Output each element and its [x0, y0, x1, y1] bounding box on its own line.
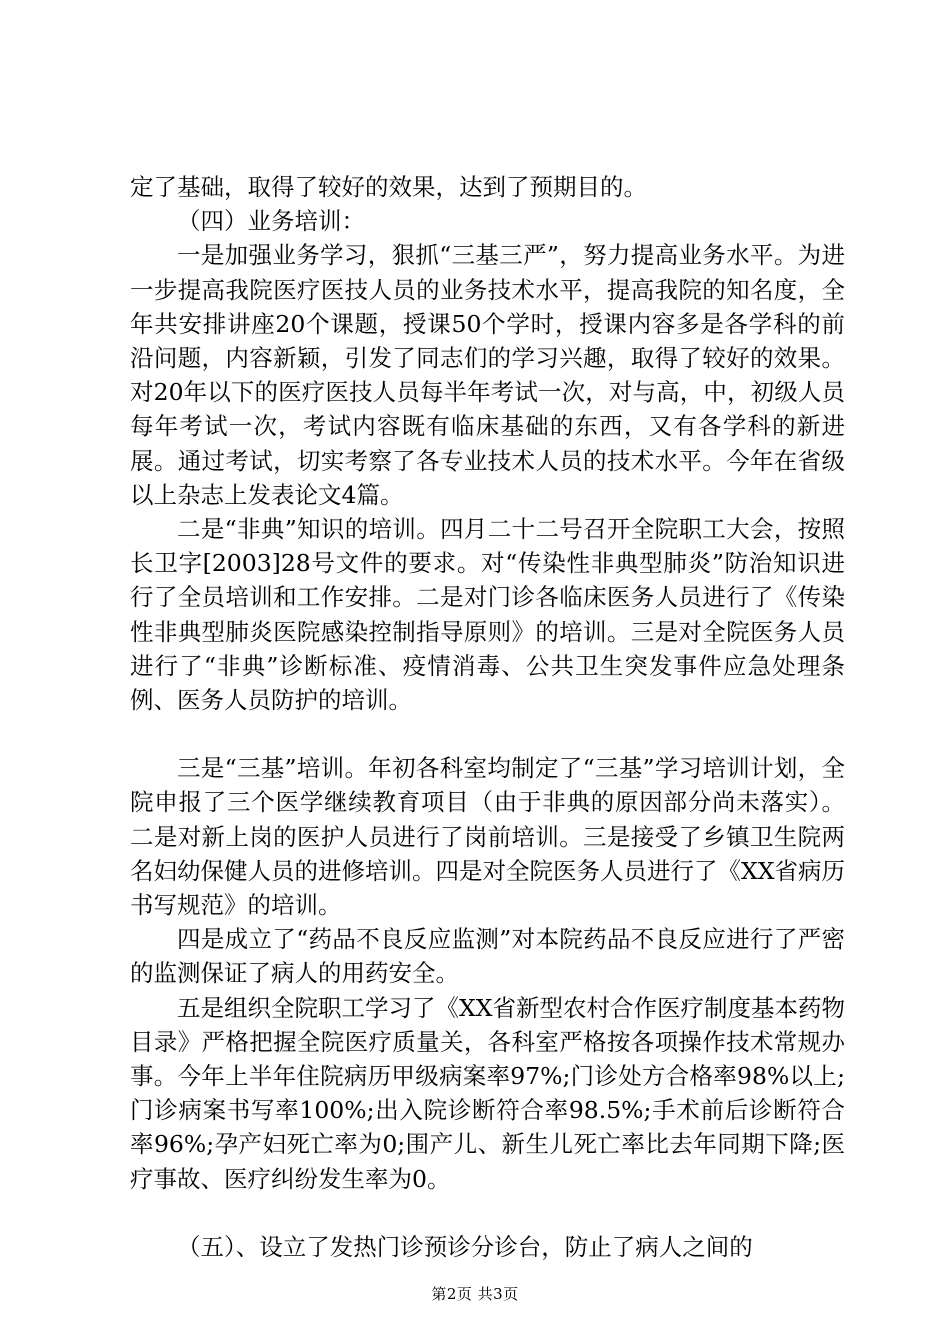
- paragraph-business-study: 一是加强业务学习，狠抓“三基三严”，努力提高业务水平。为进一步提高我院医疗医技人员的业务技术水平，提高我院的知名度，全年共安排讲座20个课题，授课50个学时，授课内容多是各学科的前沿问题，内容新颖，引发了同志们的学习兴趣，取得了较好的效果。对20年以下的医疗医技人员每半年考试一次，对与高，中，初级人员每年考试一次，考试内容既有临床基础的东西，又有各学科的新进展。通过考试，切实考察了各专业技术人员的技术水平。今年在省级以上杂志上发表论文4篇。: [130, 241, 845, 509]
- paragraph-medical-quality: 五是组织全院职工学习了《XX省新型农村合作医疗制度基本药物目录》严格把握全院医疗质量关，各科室严格按各项操作技术常规办事。今年上半年住院病历甲级病案率97%;门诊处方合格率98%以上;门诊病案书写率100%;出入院诊断符合率98.5%;手术前后诊断符合率96%;孕产妇死亡率为0;围产儿、新生儿死亡率比去年同期下降;医疗事故、医疗纠纷发生率为0。: [130, 993, 845, 1193]
- paragraph-sars-training: 二是“非典”知识的培训。四月二十二号召开全院职工大会，按照长卫字[2003]28号文件的要求。对“传染性非典型肺炎”防治知识进行了全员培训和工作安排。二是对门诊各临床医务人员进行了《传染性非典型肺炎医院感染控制指导原则》的培训。三是对全院医务人员进行了“非典”诊断标准、疫情消毒、公共卫生突发事件应急处理条例、医务人员防护的培训。: [130, 515, 845, 715]
- paragraph-spacer: [130, 1196, 845, 1230]
- paragraph-three-basics-training: 三是“三基”培训。年初各科室均制定了“三基”学习培训计划，全院申报了三个医学继续教育项目（由于非典的原因部分尚未落实）。二是对新上岗的医护人员进行了岗前培训。三是接受了乡镇卫生院两名妇幼保健人员的进修培训。四是对全院医务人员进行了《XX省病历书写规范》的培训。: [130, 754, 845, 920]
- paragraph-fever-clinic: （五）、设立了发热门诊预诊分诊台，防止了病人之间的: [177, 1232, 753, 1261]
- document-body: [130, 170, 845, 1264]
- page-number-footer: 第2页 共3页: [431, 1285, 519, 1303]
- paragraph-continuation: 定了基础，取得了较好的效果，达到了预期目的。: [130, 173, 647, 201]
- section-heading-training: （四）业务培训：: [177, 207, 365, 236]
- paragraph-spacer: [130, 717, 845, 751]
- paragraph-adverse-reaction-monitoring: 四是成立了“药品不良反应监测”对本院药品不良反应进行了严密的监测保证了病人的用药安全。: [130, 925, 845, 988]
